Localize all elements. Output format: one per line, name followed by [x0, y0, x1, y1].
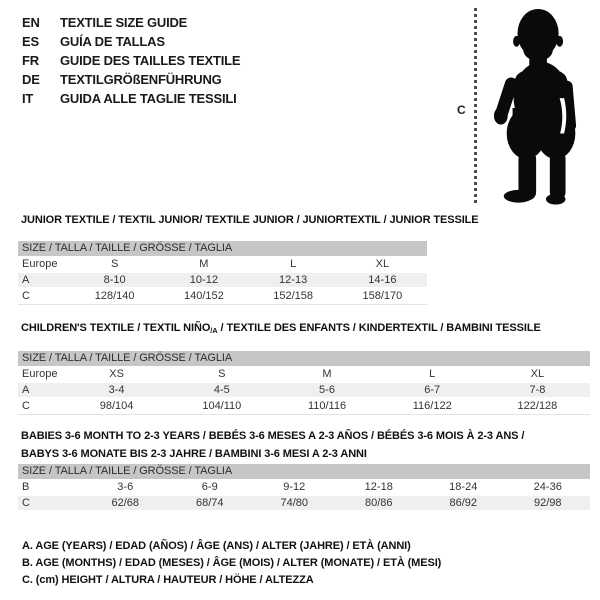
row-label: B [22, 481, 30, 493]
size-cell: 158/170 [362, 290, 403, 302]
row-label: C [22, 290, 30, 302]
size-header-bar: SIZE / TALLA / TAILLE / GRÖSSE / TAGLIA [18, 351, 590, 366]
size-cell: M [322, 368, 332, 380]
table-row [18, 256, 427, 272]
size-cell: 98/104 [99, 400, 134, 412]
size-cell: 12-18 [364, 481, 393, 493]
size-cell: 3-6 [117, 481, 134, 493]
size-cell: XL [530, 368, 545, 380]
size-cell: 140/152 [183, 290, 224, 302]
size-cell: 24-36 [533, 481, 562, 493]
legend-line: C. (cm) HEIGHT / ALTURA / HAUTEUR / HÖHE / ALTEZZA [22, 574, 314, 586]
row-label: C [22, 400, 30, 412]
table-rows [18, 256, 427, 305]
table-title-part: JUNIOR TEXTILE / TEXTIL JUNIOR/ TEXTILE JUNIOR / JUNIORTEXTIL / JUNIOR TESSILE [21, 214, 479, 226]
size-cell: 122/128 [517, 400, 558, 412]
size-cell: 6-7 [424, 384, 441, 396]
size-cell: 116/122 [412, 400, 452, 412]
language-code: DE [22, 72, 40, 87]
language-code: ES [22, 34, 39, 49]
table-title [21, 322, 590, 337]
row-label: Europe [22, 368, 58, 380]
language-label: GUIDA ALLE TAGLIE TESSILI [60, 91, 237, 106]
height-label: C [457, 103, 466, 117]
size-table-3 [18, 427, 590, 511]
table-row [18, 288, 427, 304]
language-code: FR [22, 53, 39, 68]
row-label: Europe [22, 258, 58, 270]
size-table-2 [18, 322, 590, 415]
table-title-part: BABYS 3-6 MONATE BIS 2-3 JAHRE / BAMBINI 3-6 MESI A 2-3 ANNI [21, 448, 367, 460]
size-cell: XS [109, 368, 124, 380]
size-cell: 80/86 [364, 497, 393, 509]
language-code: EN [22, 15, 40, 30]
language-code: IT [22, 91, 34, 106]
table-row [18, 398, 590, 414]
size-cell: 12-13 [279, 274, 308, 286]
language-label: GUIDE DES TAILLES TEXTILE [60, 53, 241, 68]
size-cell: 86/92 [449, 497, 478, 509]
size-cell: 3-4 [108, 384, 125, 396]
table-title [21, 214, 479, 227]
row-label: C [22, 497, 30, 509]
table-row [18, 272, 427, 288]
language-label: TEXTILE SIZE GUIDE [60, 15, 188, 30]
size-cell: L [290, 258, 297, 270]
size-cell: S [110, 258, 119, 270]
size-cell: 92/98 [533, 497, 562, 509]
size-cell: 8-10 [103, 274, 126, 286]
size-cell: 62/68 [111, 497, 140, 509]
size-cell: S [218, 368, 226, 380]
legend [22, 538, 441, 589]
size-cell: 68/74 [195, 497, 224, 509]
table-title-part: / TEXTILE DES ENFANTS / KINDERTEXTIL / BAMBINI TESSILE [217, 322, 541, 334]
table-row [18, 495, 590, 511]
size-cell: 74/80 [280, 497, 309, 509]
size-cell: 4-5 [213, 384, 230, 396]
size-cell: 7-8 [529, 384, 546, 396]
table-row [18, 382, 590, 398]
size-cell: 18-24 [449, 481, 478, 493]
language-label: GUÍA DE TALLAS [60, 34, 165, 49]
size-table-1 [18, 214, 479, 305]
size-cell: M [199, 258, 209, 270]
legend-line: A. AGE (YEARS) / EDAD (AÑOS) / ÂGE (ANS) / ALTER (JAHRE) / ETÀ (ANNI) [22, 540, 411, 552]
table-title-part: CHILDREN'S TEXTILE / TEXTIL NIÑO [21, 322, 211, 334]
size-cell: L [429, 368, 436, 380]
size-cell: 128/140 [94, 290, 135, 302]
row-label: A [22, 274, 30, 286]
table-row [18, 366, 590, 382]
size-header-bar: SIZE / TALLA / TAILLE / GRÖSSE / TAGLIA [18, 464, 590, 479]
size-cell: 14-16 [368, 274, 397, 286]
size-cell: 110/116 [307, 400, 347, 412]
row-label: A [22, 384, 30, 396]
size-cell: 5-6 [319, 384, 335, 396]
size-cell: 152/158 [273, 290, 313, 302]
size-cell: 10-12 [189, 274, 218, 286]
size-cell: 104/110 [202, 400, 242, 412]
size-cell: 9-12 [283, 481, 306, 493]
legend-line: B. AGE (MONTHS) / EDAD (MESES) / ÂGE (MOIS) / ALTER (MONATE) / ETÀ (MESI) [22, 557, 442, 569]
size-cell: XL [375, 258, 390, 270]
table-rows [18, 366, 590, 415]
language-label: TEXTILGRÖßENFÜHRUNG [60, 72, 222, 87]
size-cell: 6-9 [201, 481, 218, 493]
table-title [21, 427, 590, 463]
table-title-part: BABIES 3-6 MONTH TO 2-3 YEARS / BEBÉS 3-6 MESES A 2-3 AÑOS / BÉBÉS 3-6 MOIS À 2-3 ANS / [21, 430, 525, 442]
table-rows [18, 479, 590, 511]
table-row [18, 479, 590, 495]
table-title-part: /A [210, 326, 218, 335]
size-header-bar: SIZE / TALLA / TAILLE / GRÖSSE / TAGLIA [18, 241, 427, 256]
